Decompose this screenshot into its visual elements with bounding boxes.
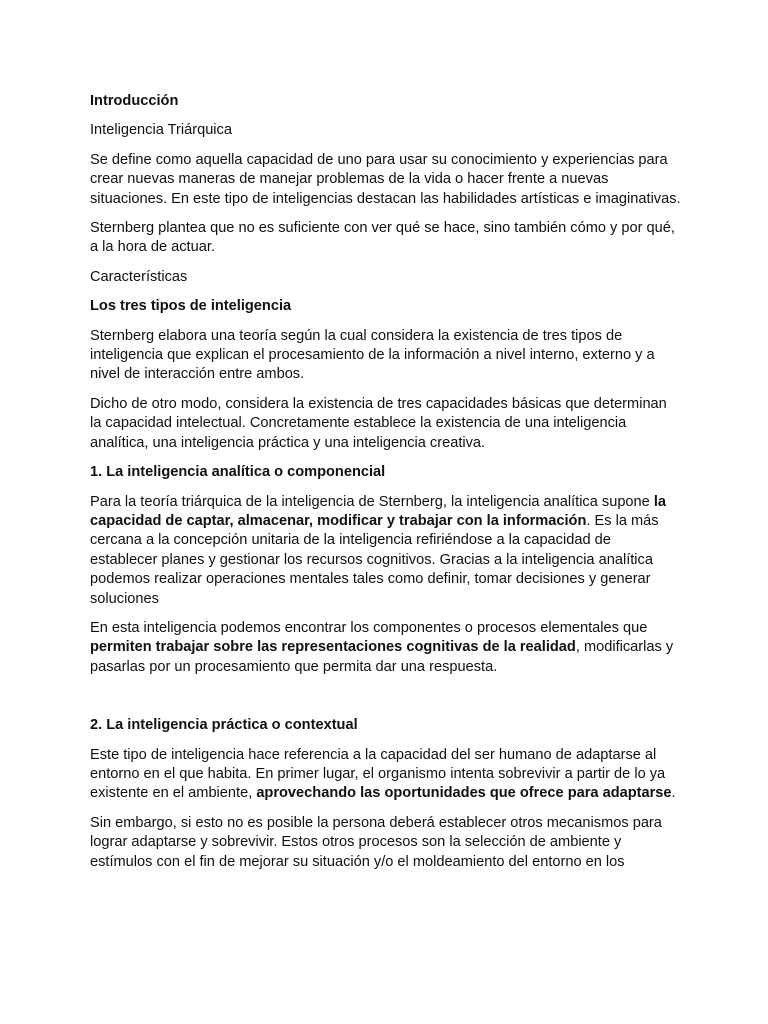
label-caracteristicas: Características xyxy=(90,268,188,285)
spacer xyxy=(90,687,682,716)
heading-introduccion xyxy=(90,92,682,111)
paragraph-practica-part-a: Este tipo de inteligencia hace referencia a la capacidad del ser humano de adaptarse al entorno en el que habita. En primer lugar, el organismo intenta sobrevivir a partir de lo ya existente en el ambiente, xyxy=(90,746,666,802)
heading-tres-tipos-text: Los tres tipos de inteligencia xyxy=(90,298,292,315)
paragraph-componentes-bold: permiten trabajar sobre las representaciones cognitivas de la realidad xyxy=(90,639,576,656)
paragraph-componentes-part-c: , modificarlas y pasarlas por un procesamiento que permita dar una respuesta. xyxy=(90,639,674,675)
paragraph-teoria: Sternberg elabora una teoría según la cual considera la existencia de tres tipos de inteligencia que explican el procesamiento de la información a nivel interno, externo y a nivel de interacción entre ambos. xyxy=(90,327,655,383)
paragraph-definition: Se define como aquella capacidad de uno para usar su conocimiento y experiencias para crear nuevas maneras de manejar problemas de la vida o hacer frente a nuevas situaciones. En este tipo de inteligencias destacan las habilidades artísticas e imaginativas. xyxy=(90,151,681,207)
heading-analitica xyxy=(90,463,682,482)
paragraph-analitica-part-c: . Es la más cercana a la concepción unitaria de la inteligencia refiriéndose a la capacidad de establecer planes y gestionar los recursos cognitivos. Gracias a la inteligencia analítica podemos realizar operaciones mentales tales como definir, tomar decisiones y generar soluciones xyxy=(90,512,659,607)
heading-introduccion-text: Introducción xyxy=(90,93,179,109)
paragraph-practica xyxy=(90,746,682,804)
heading-practica xyxy=(90,716,682,735)
subtitle-inteligencia-triarquica: Inteligencia Triárquica xyxy=(90,122,232,139)
paragraph-practica-part-c: . xyxy=(671,785,676,802)
heading-analitica-text: 1. La inteligencia analítica o componencial xyxy=(90,464,386,481)
paragraph-practica-bold: aprovechando las oportunidades que ofrece para adaptarse xyxy=(256,785,672,802)
paragraph-componentes xyxy=(90,619,682,677)
heading-tres-tipos xyxy=(90,297,682,316)
paragraph-analitica-part-a: Para la teoría triárquica de la inteligencia de Sternberg, la inteligencia analítica supone xyxy=(90,493,654,510)
paragraph-analitica-bold: la capacidad de captar, almacenar, modificar y trabajar con la información xyxy=(90,493,667,529)
paragraph-componentes-part-a: En esta inteligencia podemos encontrar los componentes o procesos elementales que xyxy=(90,619,648,636)
paragraph-sin-embargo: Sin embargo, si esto no es posible la persona deberá establecer otros mecanismos para lograr adaptarse y sobrevivir. Estos otros procesos son la selección de ambiente y estímulos con el fin de mejorar su situación y/o el moldeamiento del entorno en los xyxy=(90,814,662,870)
heading-practica-text: 2. La inteligencia práctica o contextual xyxy=(90,717,358,734)
paragraph-sternberg-plantea: Sternberg plantea que no es suficiente con ver qué se hace, sino también cómo y por qué, a la hora de actuar. xyxy=(90,220,675,256)
paragraph-analitica xyxy=(90,493,682,609)
paragraph-capacidades: Dicho de otro modo, considera la existencia de tres capacidades básicas que determinan la capacidad intelectual. Concretamente establece la existencia de una inteligencia analítica, una inteligencia práctica y una inteligencia creativa. xyxy=(90,395,667,451)
